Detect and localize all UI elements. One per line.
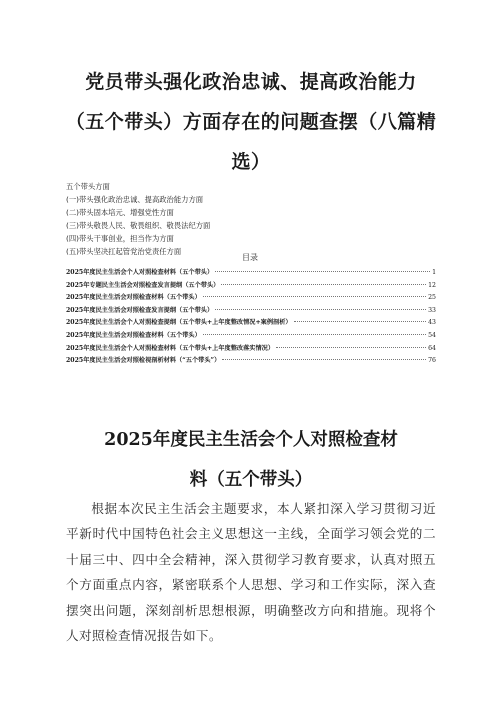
toc-entry-title: 2025年专题民主生活会对照检查发言提纲（五个带头）: [66, 281, 220, 289]
document-title-line: （五个带头）方面存在的问题查摆（八篇精: [65, 111, 437, 133]
toc-heading: 目录: [242, 253, 258, 262]
toc-entry-title: 2025年度民主生活会对照检视剖析材料（“五个带头”）: [66, 357, 221, 365]
toc-entry[interactable]: [66, 305, 436, 318]
toc-entry[interactable]: [66, 317, 436, 330]
toc-leader-dots: [203, 334, 426, 335]
toc-entry-page: 25: [428, 294, 436, 302]
toc-entry-page: 76: [428, 357, 436, 365]
toc-entry-title: 2025年度民主生活会个人对照检查提纲（五个带头+上年度整改情况+案例剖析）: [66, 319, 292, 327]
outline-item: (一)带头强化政治忠诚、提高政治能力方面: [66, 195, 204, 204]
toc-entry[interactable]: [66, 292, 436, 305]
toc-entry-page: 1: [432, 269, 436, 276]
document-title-line: 选）: [231, 151, 271, 173]
toc-leader-dots: [276, 347, 426, 348]
toc-leader-dots: [215, 271, 430, 272]
outline-item: (五)带头坚决扛起管党治党责任方面: [66, 247, 182, 256]
toc-entry[interactable]: [66, 267, 436, 280]
toc-leader-dots: [215, 309, 426, 310]
section-title: [60, 420, 442, 500]
toc-entry-page: 54: [428, 331, 436, 339]
toc-entry-title: 2025年度民主生活会对照检查材料（五个带头）: [66, 294, 201, 302]
section-title-line: 料（五个带头）: [189, 470, 313, 490]
outline-list: [66, 180, 210, 258]
section-title-line: 2025年度民主生活会个人对照检查材: [104, 430, 398, 450]
toc-leader-dots: [221, 284, 426, 285]
outline-item: (三)带头敬畏人民、敬畏组织、敬畏法纪方面: [66, 221, 211, 230]
toc-leader-dots: [294, 321, 427, 322]
outline-item: (四)带头干事创业，担当作为方面: [66, 234, 174, 243]
toc-entry[interactable]: [66, 355, 436, 368]
toc-entry-title: 2025年度民主生活会对照检查材料（五个带头）: [66, 331, 201, 339]
toc-entry-page: 64: [428, 344, 436, 352]
toc-entry[interactable]: [66, 330, 436, 343]
toc-entry[interactable]: [66, 343, 436, 356]
table-of-contents: [66, 267, 436, 368]
toc-entry-title: 2025年度民主生活会个人对照检查材料（五个带头+上年度整改落实情况）: [66, 344, 275, 352]
toc-leader-dots: [203, 296, 426, 297]
outline-item: (二)带头固本培元、增强党性方面: [66, 208, 174, 217]
document-title: [60, 62, 442, 182]
outline-heading: 五个带头方面: [66, 182, 110, 191]
toc-entry-title: 2025年度民主生活会个人对照检查材料（五个带头）: [66, 269, 214, 276]
document-title-line: 党员带头强化政治忠诚、提高政治能力: [85, 71, 417, 93]
body-paragraph: 根据本次民主生活会主题要求，本人紧扣深入学习贯彻习近平新时代中国特色社会主义思想这一主线，全面学习领会党的二十届三中、四中全会精神，深入贯彻学习教育要求，认真对照五个方面重点内容，紧密联系个人思想、学习和工作实际，深入查摆突出问题，深刻剖析思想根源，明确整改方向和措施。现将个人对照检查情况报告如下。: [66, 501, 436, 644]
toc-entry-page: 43: [428, 319, 436, 327]
toc-leader-dots: [222, 359, 426, 360]
toc-entry[interactable]: [66, 280, 436, 293]
toc-entry-title: 2025年度民主生活会对照检查发言提纲（五个带头）: [66, 306, 214, 314]
toc-entry-page: 33: [428, 306, 436, 314]
toc-entry-page: 12: [428, 281, 436, 289]
